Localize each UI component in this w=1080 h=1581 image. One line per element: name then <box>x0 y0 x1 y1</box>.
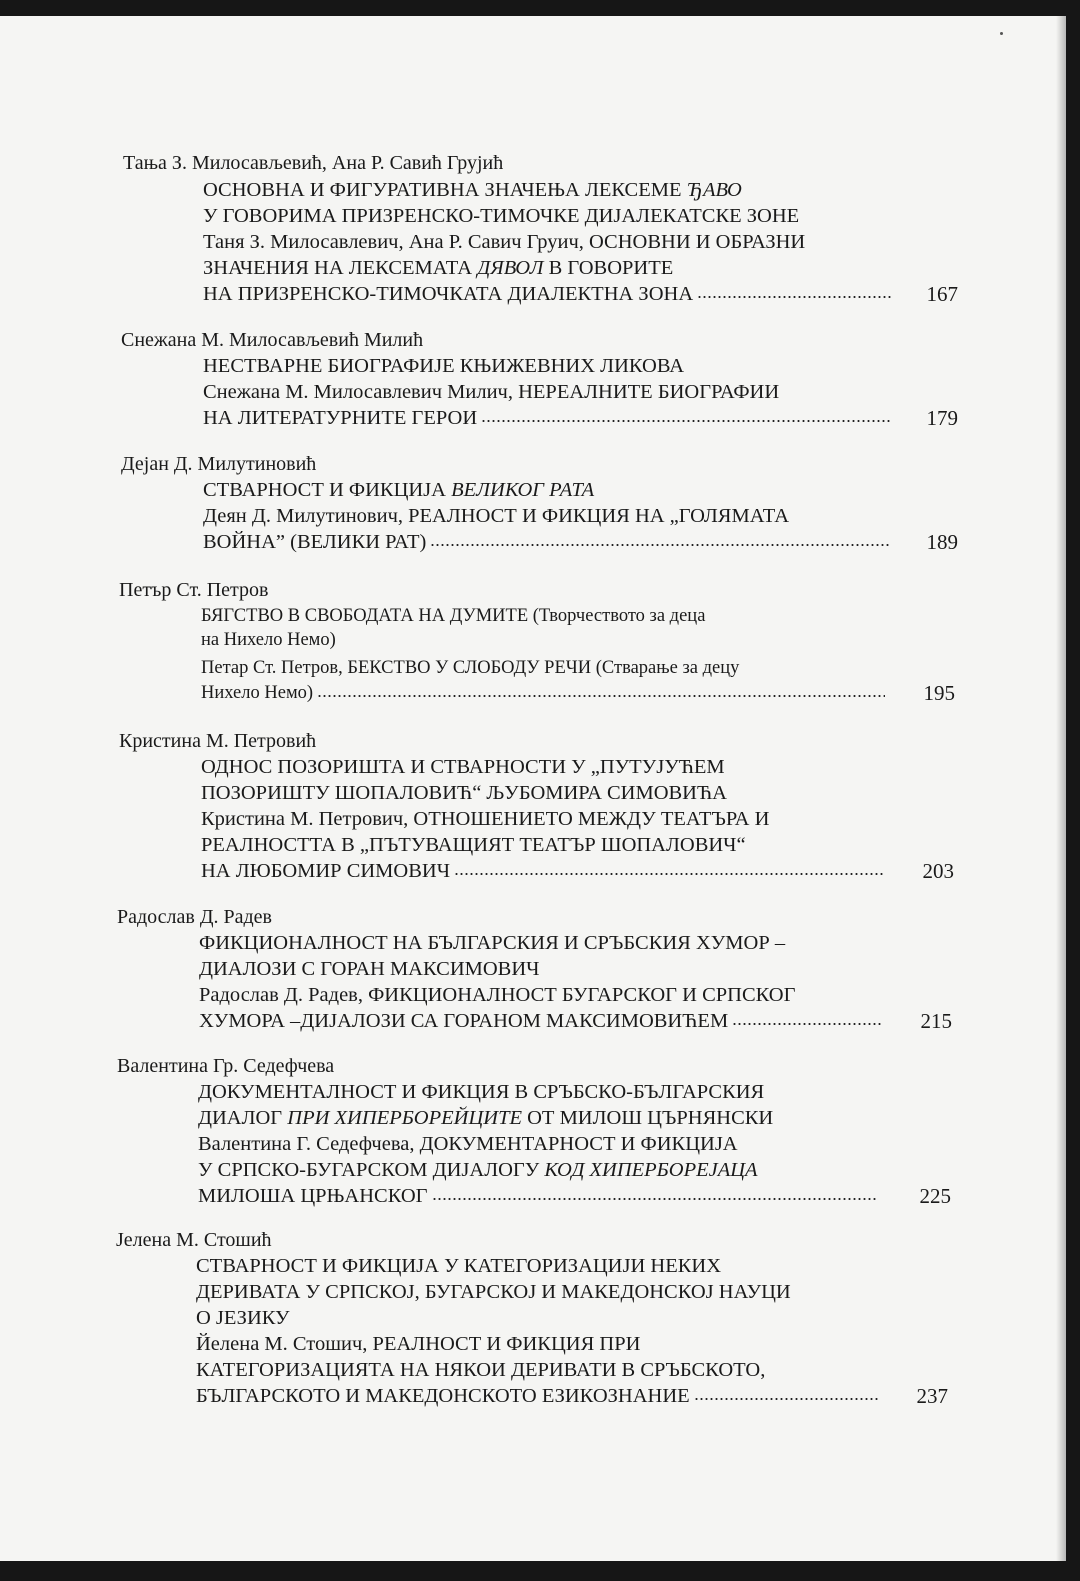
entry-title-line: ДОКУМЕНТАЛНОСТ И ФИКЦИЯ В СРЪБСКО-БЪЛГАРСКИЯ <box>198 1081 765 1103</box>
entry-leader-row <box>203 282 895 308</box>
entry-title-line: ОДНОС ПОЗОРИШТА И СТВАРНОСТИ У „ПУТУЈУЋЕМ <box>201 756 725 778</box>
entry-leader-row <box>201 681 889 707</box>
entry-alt-line: ВОЙНА” (ВЕЛИКИ РАТ) <box>203 531 427 553</box>
entry-page-number: 167 <box>926 282 958 306</box>
entry-alt-line: Петар Ст. Петров, БЕКСТВО У СЛОБОДУ РЕЧИ (Стварање за децу <box>201 658 740 678</box>
entry-page-number: 189 <box>926 530 958 554</box>
entry-alt-line: Снежана М. Милосавлевич Милич, НЕРЕАЛНИТЕ БИОГРАФИИ <box>203 381 780 403</box>
entry-alt-line: МИЛОША ЦРЊАНСКОГ <box>198 1185 428 1207</box>
scan-speck <box>1000 32 1003 35</box>
dot-leader <box>732 1018 883 1030</box>
entry-title-line: СТВАРНОСТ И ФИКЦИЈА У КАТЕГОРИЗАЦИЈИ НЕКИХ <box>196 1255 721 1277</box>
entry-page-number: 203 <box>922 859 954 883</box>
entry-author: Кристина М. Петровић <box>119 730 317 752</box>
entry-alt-line: Валентина Г. Седефчева, ДОКУМЕНТАРНОСТ И ФИКЦИЈА <box>198 1133 738 1155</box>
dot-leader <box>481 415 891 427</box>
entry-author: Јелена М. Стошић <box>116 1229 272 1251</box>
entry-alt-line: Нихело Немо) <box>201 683 314 703</box>
entry-alt-line: Йелена М. Стошич, РЕАЛНОСТ И ФИКЦИЯ ПРИ <box>196 1333 641 1355</box>
entry-title-line: ДИАЛОГ ПРИ ХИПЕРБОРЕЙЦИТЕ ОТ МИЛОШ ЦЪРНЯНСКИ <box>198 1107 774 1129</box>
entry-author: Валентина Гр. Седефчева <box>117 1055 335 1077</box>
dot-leader <box>694 1393 878 1405</box>
entry-page-number: 195 <box>923 681 955 705</box>
entry-leader-row <box>199 1009 887 1035</box>
entry-title-line: О ЈЕЗИКУ <box>196 1307 290 1329</box>
entry-page-number: 237 <box>916 1384 948 1408</box>
entry-page-number: 215 <box>920 1009 952 1033</box>
entry-alt-line: Радослав Д. Радев, ФИКЦИОНАЛНОСТ БУГАРСКОГ И СРПСКОГ <box>199 984 796 1006</box>
entry-title-line: ОСНОВНА И ФИГУРАТИВНА ЗНАЧЕЊА ЛЕКСЕМЕ ЂАВО <box>203 179 742 201</box>
entry-title-line: ДИАЛОЗИ С ГОРАН МАКСИМОВИЧ <box>199 958 540 980</box>
document-page <box>0 16 1066 1561</box>
entry-alt-line: У СРПСКО-БУГАРСКОМ ДИЈАЛОГУ КОД ХИПЕРБОРЕЈАЦА <box>198 1159 758 1181</box>
entry-alt-line: Деян Д. Милутинович, РЕАЛНОСТ И ФИКЦИЯ НА „ГОЛЯМАТА <box>203 505 790 527</box>
entry-author: Дејан Д. Милутиновић <box>121 453 317 475</box>
entry-author: Тања З. Милосављевић, Ана Р. Савић Грујић <box>123 152 504 174</box>
entry-leader-row <box>198 1184 882 1210</box>
entry-alt-line: ЗНАЧЕНИЯ НА ЛЕКСЕМАТА ДЯВОЛ В ГОВОРИТЕ <box>203 257 674 279</box>
entry-alt-line: Таня З. Милосавлевич, Ана Р. Савич Груич, ОСНОВНИ И ОБРАЗНИ <box>203 231 806 253</box>
entry-title-line: ФИКЦИОНАЛНОСТ НА БЪЛГАРСКИЯ И СРЪБСКИЯ ХУМОР – <box>199 932 786 954</box>
entry-title-line: СТВАРНОСТ И ФИКЦИЈА ВЕЛИКОГ РАТА <box>203 479 595 501</box>
entry-alt-line: НА ЛИТЕРАТУРНИТЕ ГЕРОИ <box>203 407 478 429</box>
entry-alt-line: БЪЛГАРСКОТО И МАКЕДОНСКОТО ЕЗИКОЗНАНИЕ <box>196 1385 690 1407</box>
entry-title-line: ПОЗОРИШТУ ШОПАЛОВИЋ“ ЉУБОМИРА СИМОВИЋА <box>201 782 727 804</box>
dot-leader <box>430 539 891 551</box>
entry-leader-row <box>203 530 895 556</box>
entry-alt-line: НА ЛЮБОМИР СИМОВИЧ <box>201 860 451 882</box>
dot-leader <box>432 1193 878 1205</box>
entry-alt-line: ХУМОРА –ДИЈАЛОЗИ СА ГОРАНОМ МАКСИМОВИЋЕМ <box>199 1010 729 1032</box>
entry-title-line: НЕСТВАРНЕ БИОГРАФИЈЕ КЊИЖЕВНИХ ЛИКОВА <box>203 355 685 377</box>
dot-leader <box>697 291 891 303</box>
entry-author: Снежана М. Милосављевић Милић <box>121 329 424 351</box>
entry-title-line: БЯГСТВО В СВОБОДАТА НА ДУМИТЕ (Творчеството за деца <box>201 606 706 626</box>
entry-title-line: ДЕРИВАТА У СРПСКОЈ, БУГАРСКОЈ И МАКЕДОНСКОЈ НАУЦИ <box>196 1281 791 1303</box>
entry-alt-line: Кристина М. Петрович, ОТНОШЕНИЕТО МЕЖДУ ТЕАТЪРА И <box>201 808 770 830</box>
entry-title-line: на Нихело Немо) <box>201 630 336 650</box>
dot-leader <box>454 868 885 880</box>
entry-alt-line: НА ПРИЗРЕНСКО-ТИМОЧКАТА ДИАЛЕКТНА ЗОНА <box>203 283 694 305</box>
entry-alt-line: КАТЕГОРИЗАЦИЯТА НА НЯКОИ ДЕРИВАТИ В СРЪБСКОТО, <box>196 1359 766 1381</box>
entry-page-number: 179 <box>926 406 958 430</box>
entry-leader-row <box>196 1384 882 1410</box>
entry-page-number: 225 <box>919 1184 951 1208</box>
entry-alt-line: РЕАЛНОСТТА В „ПЪТУВАЩИЯТ ТЕАТЪР ШОПАЛОВИЧ“ <box>201 834 746 856</box>
entry-author: Радослав Д. Радев <box>117 906 272 928</box>
entry-leader-row <box>201 859 889 885</box>
entry-leader-row <box>203 406 895 432</box>
dot-leader <box>317 690 885 702</box>
entry-author: Петър Ст. Петров <box>119 579 269 601</box>
entry-title-line: У ГОВОРИМА ПРИЗРЕНСКО-ТИМОЧКЕ ДИЈАЛЕКАТСКЕ ЗОНЕ <box>203 205 800 227</box>
